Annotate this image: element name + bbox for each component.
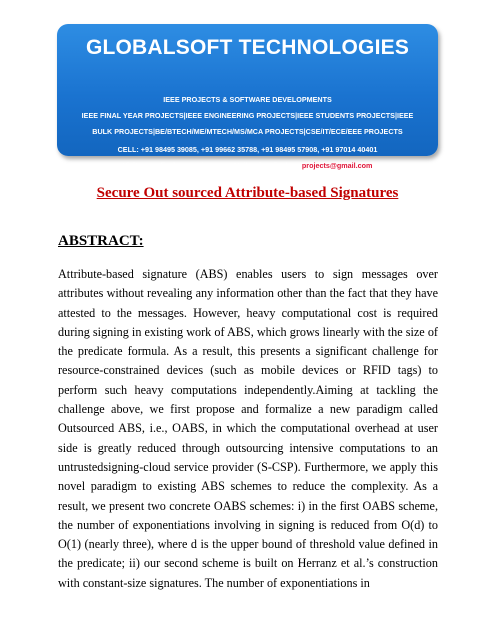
banner-projects-line: IEEE FINAL YEAR PROJECTS|IEEE ENGINEERING PROJECTS|IEEE STUDENTS PROJECTS|IEEE — [81, 111, 414, 120]
banner-contact-row — [57, 161, 438, 170]
paper-title: Secure Out sourced Attribute-based Signatures — [96, 185, 399, 201]
banner-phone-numbers: CELL: +91 98495 39085, +91 99662 35788, +91 98495 57908, +91 97014 40401 — [117, 145, 378, 154]
company-name: GLOBALSOFT TECHNOLOGIES — [85, 36, 410, 59]
abstract-body: Attribute-based signature (ABS) enables users to sign messages over attributes without revealing any information other than the fact that they have attested to the messages. However, heavy computational cost is required during signing in existing work of ABS, which grows linearly with the size of the predicate formula. As a result, this presents a significant challenge for resource-constrained devices (such as mobile devices or RFID tags) to perform such heavy computations independently.Aiming at tackling the challenge above, we first propose and formalize a new paradigm called Outsourced ABS, i.e., OABS, in which the computational overhead at user side is greatly reduced through outsourcing intensive computations to an untrustedsigning-cloud service provider (S-CSP). Furthermore, we apply this novel paradigm to existing ABS schemes to reduce the complexity. As a result, we present two concrete OABS schemes: i) in the first OABS scheme, the number of exponentiations involving in signing is reduced from O(d) to O(1) (nearly three), where d is the upper bound of threshold value defined in the predicate; ii) our second scheme is built on Herranz et al.’s construction with constant-size signatures. The number of exponentiations in — [58, 267, 438, 590]
banner-tagline: IEEE PROJECTS & SOFTWARE DEVELOPMENTS — [163, 95, 332, 104]
banner-bulk-projects-line: BULK PROJECTS|BE/BTECH/ME/MTECH/MS/MCA PROJECTS|CSE/IT/ECE/EEE PROJECTS — [92, 127, 403, 136]
website-and-mail-text[interactable]: Visit: www.finalyearprojects.org Mail to:ieeefinalsem — [122, 161, 302, 170]
abstract-heading: ABSTRACT: — [58, 233, 144, 249]
email-highlight-text[interactable]: projects@gmail.com — [301, 161, 373, 170]
header-banner — [57, 24, 438, 170]
